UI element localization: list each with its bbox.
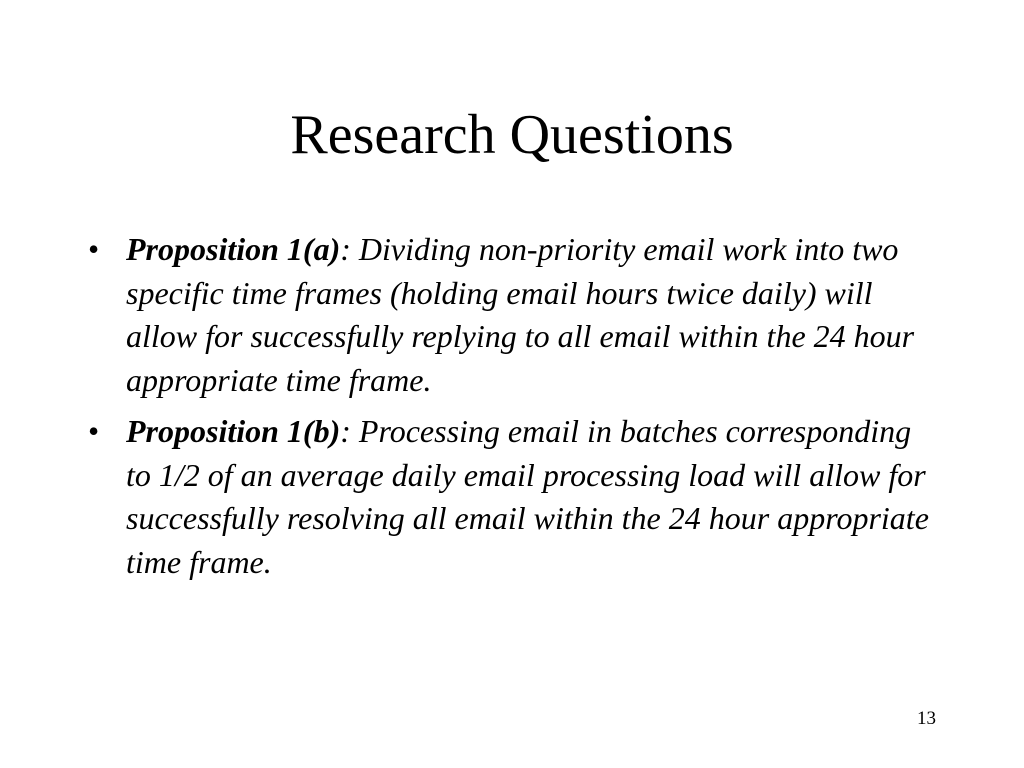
proposition-text: : Processing email in batches corresponding to 1/2 of an average daily email processing load will allow for successfully resolving all email within the 24 hour appropriate time frame. [126, 413, 929, 580]
slide-title: Research Questions [290, 104, 734, 166]
slide-number: 13 [917, 708, 936, 729]
proposition-label: Proposition 1(b) [126, 413, 341, 449]
bullet-marker: • [88, 231, 100, 267]
bullet-list [88, 228, 938, 592]
proposition-text: : Dividing non-priority email work into two specific time frames (holding email hours twice daily) will allow for successfully replying to all email within the 24 hour appropriate time frame. [126, 231, 915, 398]
bullet-item-proposition-1a [88, 228, 938, 402]
bullet-item-proposition-1b [88, 410, 938, 584]
proposition-label: Proposition 1(a) [126, 231, 341, 267]
bullet-marker: • [88, 413, 100, 449]
